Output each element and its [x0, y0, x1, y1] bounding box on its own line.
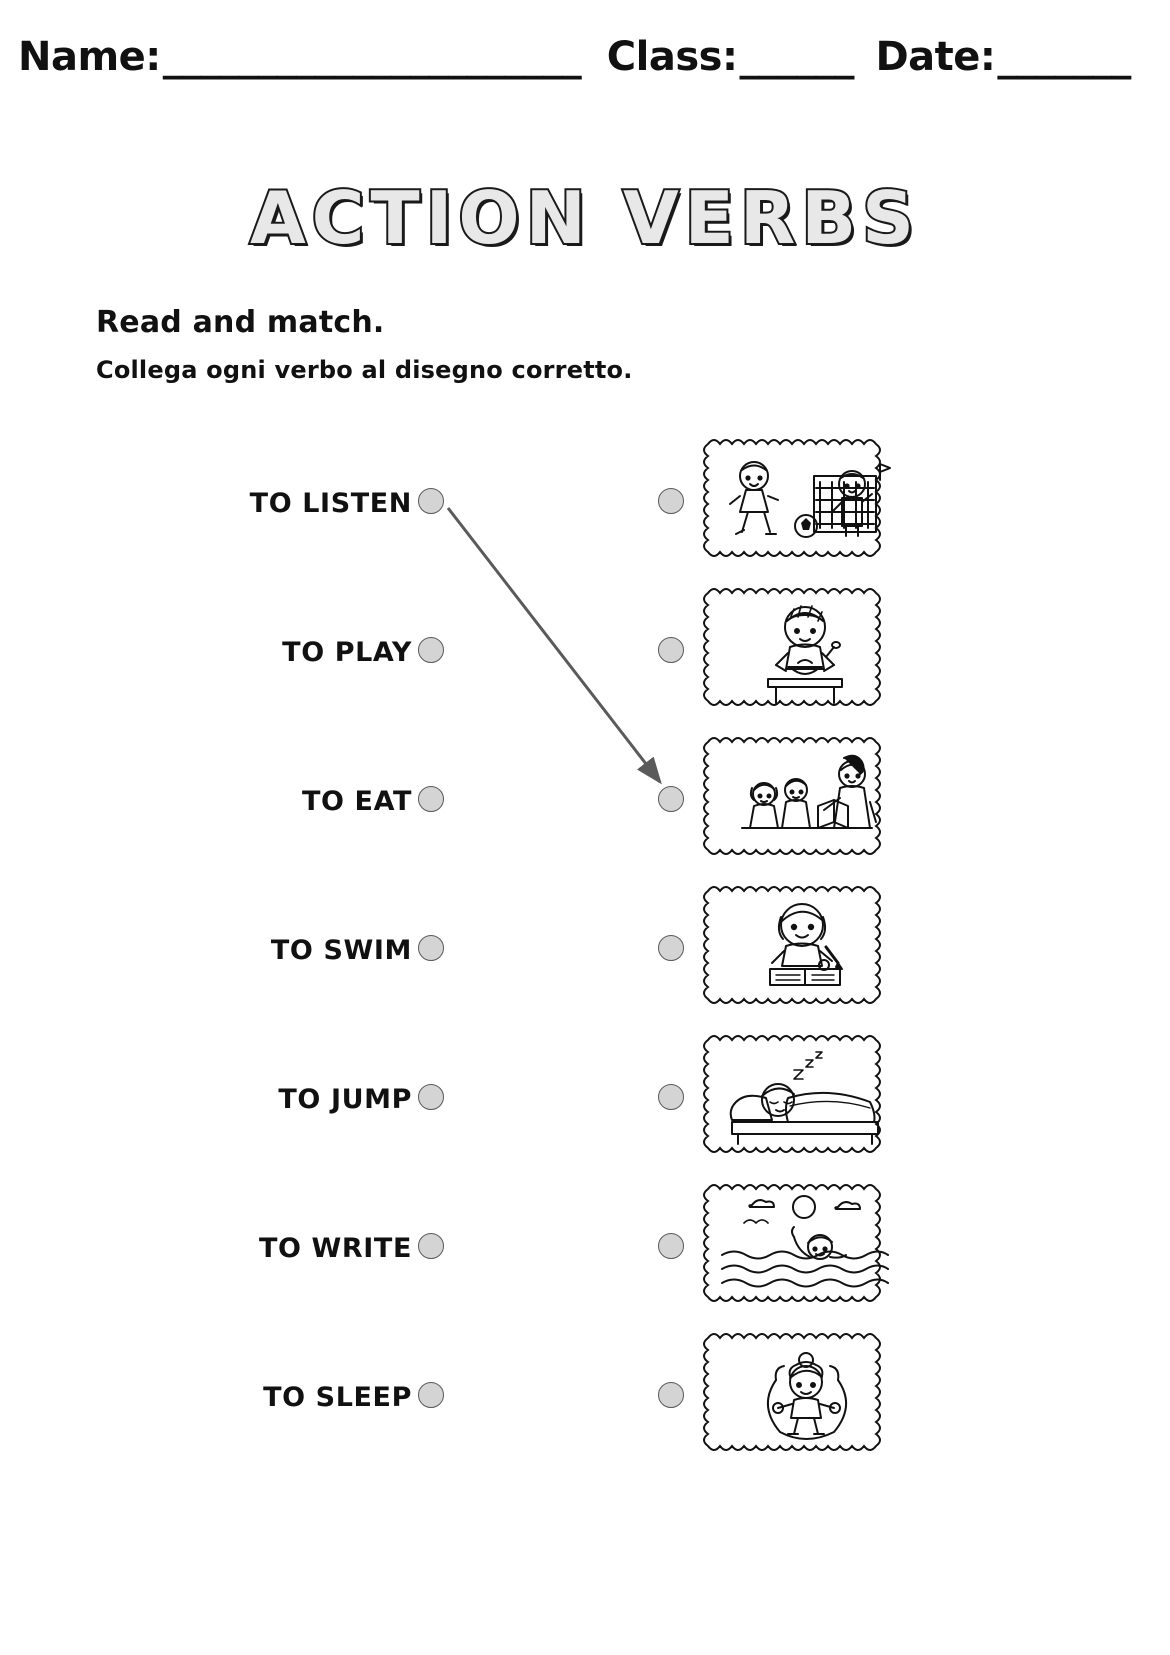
match-row	[0, 1026, 1170, 1175]
verb-label-to-write: TO WRITE	[258, 1233, 412, 1264]
verb-dot-to-write[interactable]	[418, 1233, 444, 1259]
name-field	[18, 34, 581, 80]
girl-jumping-rope-picture	[702, 1324, 908, 1462]
verb-label-to-eat: TO EAT	[301, 786, 412, 817]
verb-dot-to-eat[interactable]	[418, 786, 444, 812]
picture-dot-7[interactable]	[658, 1382, 684, 1408]
verb-label-to-listen: TO LISTEN	[249, 488, 412, 519]
girl-writing-picture	[702, 877, 908, 1015]
match-row	[0, 579, 1170, 728]
match-row	[0, 877, 1170, 1026]
verb-dot-to-listen[interactable]	[418, 488, 444, 514]
class-field	[607, 34, 854, 80]
instruction-main: Read and match.	[96, 305, 385, 340]
picture-dot-4[interactable]	[658, 935, 684, 961]
picture-dot-6[interactable]	[658, 1233, 684, 1259]
verb-dot-to-play[interactable]	[418, 637, 444, 663]
match-row	[0, 728, 1170, 877]
name-label: Name:	[18, 34, 161, 80]
class-blank[interactable]: ______	[739, 34, 854, 80]
boy-eating-picture	[702, 579, 908, 717]
teacher-reading-to-children-picture	[702, 728, 908, 866]
verb-label-to-sleep: TO SLEEP	[263, 1382, 412, 1413]
verb-dot-to-sleep[interactable]	[418, 1382, 444, 1408]
date-field	[875, 34, 1130, 80]
picture-dot-5[interactable]	[658, 1084, 684, 1110]
class-label: Class:	[606, 34, 738, 80]
worksheet-header	[18, 34, 1152, 80]
verb-label-to-jump: TO JUMP	[278, 1084, 412, 1115]
picture-dot-1[interactable]	[658, 488, 684, 514]
date-label: Date:	[875, 34, 996, 80]
verb-dot-to-swim[interactable]	[418, 935, 444, 961]
picture-dot-2[interactable]	[658, 637, 684, 663]
matching-exercise	[0, 410, 1170, 1470]
name-blank[interactable]: ______________________	[162, 34, 581, 80]
page-title: ACTION VERBS	[249, 176, 921, 260]
picture-dot-3[interactable]	[658, 786, 684, 812]
match-row	[0, 1175, 1170, 1324]
boy-swimming-picture	[702, 1175, 908, 1313]
boy-sleeping-picture	[702, 1026, 908, 1164]
verb-label-to-swim: TO SWIM	[270, 935, 412, 966]
date-blank[interactable]: _______	[997, 34, 1131, 80]
kids-playing-soccer-picture	[702, 430, 908, 568]
instruction-sub: Collega ogni verbo al disegno corretto.	[96, 356, 633, 384]
match-row	[0, 430, 1170, 579]
verb-dot-to-jump[interactable]	[418, 1084, 444, 1110]
verb-label-to-play: TO PLAY	[282, 637, 412, 668]
match-row	[0, 1324, 1170, 1473]
